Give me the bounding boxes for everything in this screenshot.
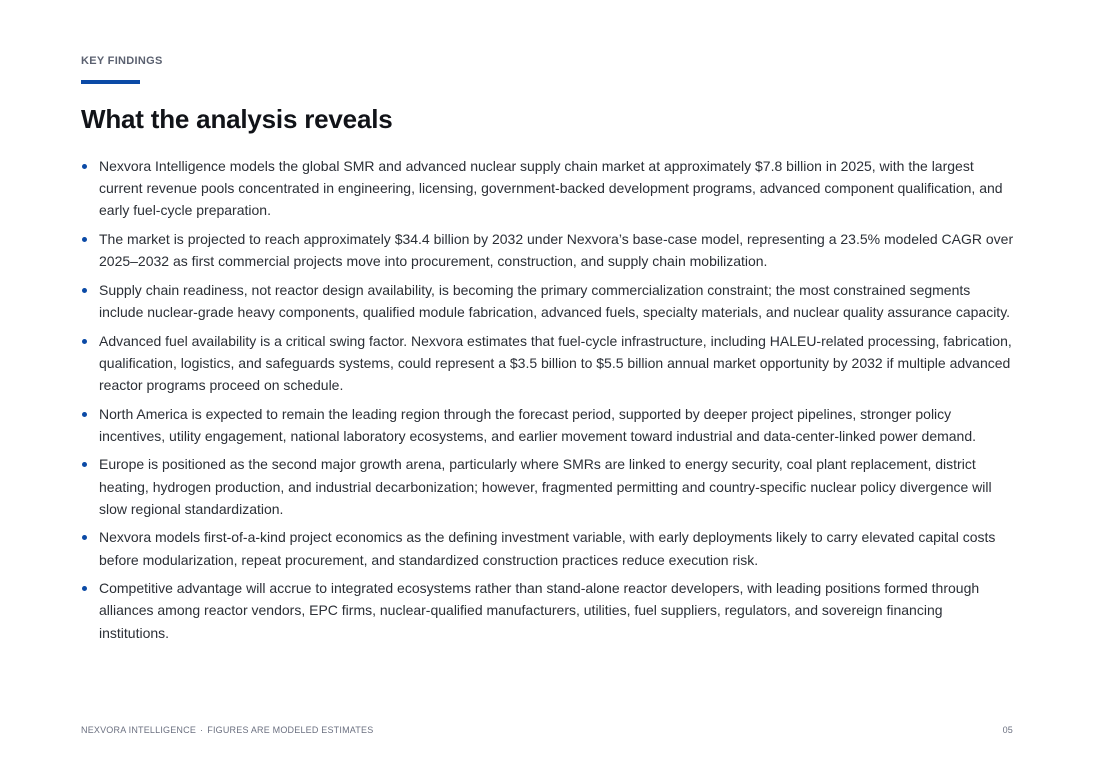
finding-item (81, 279, 1015, 323)
finding-item (81, 453, 1015, 520)
bullet-dot-icon (82, 339, 87, 344)
bullet-dot-icon (82, 164, 87, 169)
findings-list (81, 155, 1015, 650)
footer-separator: · (200, 725, 204, 735)
bullet-dot-icon (82, 288, 87, 293)
report-page (81, 0, 1015, 774)
bullet-dot-icon (82, 462, 87, 467)
accent-divider (81, 80, 140, 84)
page-title: What the analysis reveals (81, 104, 393, 134)
finding-item (81, 577, 1015, 644)
finding-item (81, 155, 1015, 222)
page-number: 05 (1002, 725, 1013, 735)
finding-text: North America is expected to remain the leading region through the forecast period, supported by deeper project pipelines, stronger policy incentives, utility engagement, national laboratory ecosystems, and earlier movement toward industrial and data-center-linked power demand. (99, 405, 977, 444)
bullet-dot-icon (82, 535, 87, 540)
bullet-dot-icon (82, 586, 87, 591)
bullet-dot-icon (82, 412, 87, 417)
finding-text: Nexvora Intelligence models the global SMR and advanced nuclear supply chain market at approximately $7.8 billion in 2025, with the largest current revenue pools concentrated in engineering, licensing, government-backed development programs, advanced component qualification, and early fuel-cycle preparation. (99, 158, 1003, 219)
section-eyebrow: KEY FINDINGS (81, 55, 163, 67)
finding-text: Nexvora models first-of-a-kind project economics as the defining investment variable, with early deployments likely to carry elevated capital costs before modularization, repeat procurement, and standardized construction practices reduce execution risk. (99, 529, 996, 568)
finding-text: Competitive advantage will accrue to integrated ecosystems rather than stand-alone reactor developers, with leading positions formed through alliances among reactor vendors, EPC firms, nuclear-qualified manufacturers, utilities, fuel suppliers, regulators, and sovereign financing institutions. (99, 580, 980, 641)
finding-item (81, 228, 1015, 272)
bullet-dot-icon (82, 237, 87, 242)
footer-brand: NEXVORA INTELLIGENCE (81, 725, 197, 735)
finding-item (81, 526, 1015, 570)
finding-text: Supply chain readiness, not reactor design availability, is becoming the primary commercialization constraint; the most constrained segments include nuclear-grade heavy components, qualified module fabrication, advanced fuels, specialty materials, and nuclear quality assurance capacity. (99, 281, 1011, 320)
finding-item (81, 330, 1015, 397)
footer-note: FIGURES ARE MODELED ESTIMATES (207, 725, 374, 735)
finding-text: Europe is positioned as the second major growth arena, particularly where SMRs are linked to energy security, coal plant replacement, district heating, hydrogen production, and industrial decarbonization; however, fragmented permitting and country-specific nuclear policy divergence will slow regional standardization. (99, 456, 992, 517)
finding-text: The market is projected to reach approximately $34.4 billion by 2032 under Nexvora’s base-case model, representing a 23.5% modeled CAGR over 2025–2032 as first commercial projects move into procurement, construction, and supply chain mobilization. (99, 231, 1014, 270)
footer-attribution (81, 725, 373, 735)
finding-item (81, 403, 1015, 447)
finding-text: Advanced fuel availability is a critical swing factor. Nexvora estimates that fuel-cycle infrastructure, including HALEU-related processing, fabrication, qualification, logistics, and safeguards systems, could represent a $3.5 billion to $5.5 billion annual market opportunity by 2032 if multiple advanced reactor programs proceed on schedule. (99, 332, 1012, 393)
